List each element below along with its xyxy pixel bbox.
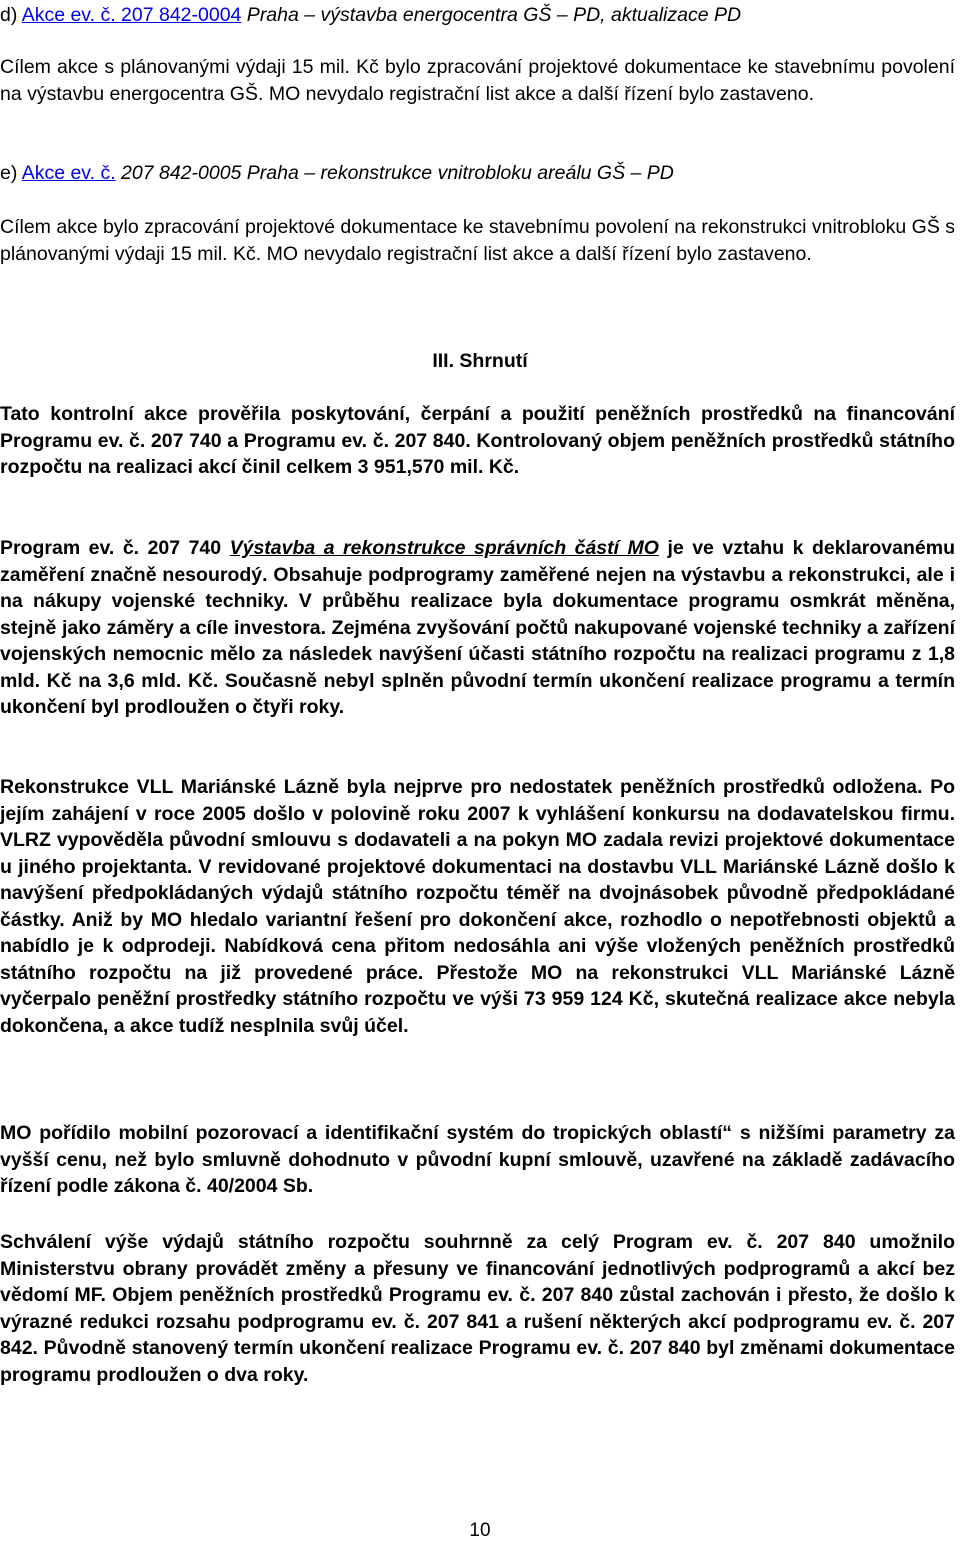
p2-rest: je ve vztahu k deklarovanému zaměření značně nesourodý. Obsahuje podprogramy zaměřené nejen na výstavbu a rekonstrukci, ale i na nákupy vojenské techniky. V průběhu realizace byla dokumentace programu osmkrát měněna, stejně jako záměry a cíle investora. Zejména zvyšování počtů nakupované vojenské techniky a zařízení vojenských nemocnic mělo za následek navýšení účasti státního rozpočtu na realizaci programu z 1,8 mld. Kč na 3,6 mld. Kč. Současně nebyl splněn původní termín ukončení realizace programu a termín ukončení byl prodloužen o čtyři roky. <box>0 537 955 718</box>
section-e-heading <box>0 160 674 187</box>
p2-start: Program ev. č. 207 740 <box>0 537 230 559</box>
summary-paragraph-2 <box>0 535 955 721</box>
section-d-title: Praha – výstavba energocentra GŠ – PD, aktualizace PD <box>241 4 742 26</box>
section-d-heading <box>0 2 741 29</box>
section-e-link[interactable]: Akce ev. č. <box>21 162 116 184</box>
section-e-text: Cílem akce bylo zpracování projektové dokumentace ke stavebnímu povolení na rekonstrukci vnitrobloku GŠ s plánovanými výdaji 15 mil. Kč. MO nevydalo registrační list akce a další řízení bylo zastaveno. <box>0 216 955 265</box>
section-d-prefix: d) <box>0 4 22 26</box>
summary-heading: III. Shrnutí <box>432 350 528 372</box>
section-d-link[interactable]: Akce ev. č. 207 842-0004 <box>21 4 242 26</box>
p2-program-title: Výstavba a rekonstrukce správních částí MO <box>229 537 659 559</box>
summary-paragraph-1: Tato kontrolní akce prověřila poskytování, čerpání a použití peněžních prostředků na financování Programu ev. č. 207 740 a Programu ev. č. 207 840. Kontrolovaný objem peněžních prostředků státního rozpočtu na realizaci akcí činil celkem 3 951,570 mil. Kč. <box>0 403 955 478</box>
summary-paragraph-4: MO pořídilo mobilní pozorovací a identifikační systém do tropických oblastí“ s nižšími parametry za vyšší cenu, než bylo smluvně dohodnuto v původní kupní smlouvě, uzavřené na základě zadávacího řízení podle zákona č. 40/2004 Sb. <box>0 1122 955 1197</box>
page-number: 10 <box>469 1520 491 1541</box>
section-e-title: 207 842-0005 Praha – rekonstrukce vnitrobloku areálu GŠ – PD <box>115 162 674 184</box>
summary-paragraph-5: Schválení výše výdajů státního rozpočtu souhrnně za celý Program ev. č. 207 840 umožnilo Ministerstvu obrany provádět změny a přesuny ve financování jednotlivých podprogramů a akcí bez vědomí MF. Objem peněžních prostředků Programu ev. č. 207 840 zůstal zachován i přesto, že došlo k výrazné redukci rozsahu podprogramu ev. č. 207 841 a rušení některých akcí podprogramu ev. č. 207 842. Původně stanovený termín ukončení realizace Programu ev. č. 207 840 byl změnami dokumentace programu prodloužen o dva roky. <box>0 1231 955 1386</box>
summary-paragraph-3: Rekonstrukce VLL Mariánské Lázně byla nejprve pro nedostatek peněžních prostředků odložena. Po jejím zahájení v roce 2005 došlo v polovině roku 2007 k vyhlášení konkursu na dodavatelskou firmu. VLRZ vypověděla původní smlouvu s dodavateli a na pokyn MO zadala revizi projektové dokumentace u jiného projektanta. V revidované projektové dokumentaci na dostavbu VLL Mariánské Lázně došlo k navýšení předpokládaných výdajů státního rozpočtu téměř na dvojnásobek původně předpokládané částky. Aniž by MO hledalo variantní řešení pro dokončení akce, rozhodlo o nepotřebnosti objektů a nabídlo je k odprodeji. Nabídková cena přitom nedosáhla ani výše vložených peněžních prostředků státního rozpočtu na již provedené práce. Přestože MO na rekonstrukci VLL Mariánské Lázně vyčerpalo peněžní prostředky státního rozpočtu ve výši 73 959 124 Kč, skutečná realizace akce nebyla dokončena, a akce tudíž nesplnila svůj účel. <box>0 776 955 1037</box>
section-e-prefix: e) <box>0 162 22 184</box>
section-d-text: Cílem akce s plánovanými výdaji 15 mil. Kč bylo zpracování projektové dokumentace ke stavebnímu povolení na výstavbu energocentra GŠ. MO nevydalo registrační list akce a další řízení bylo zastaveno. <box>0 56 955 105</box>
